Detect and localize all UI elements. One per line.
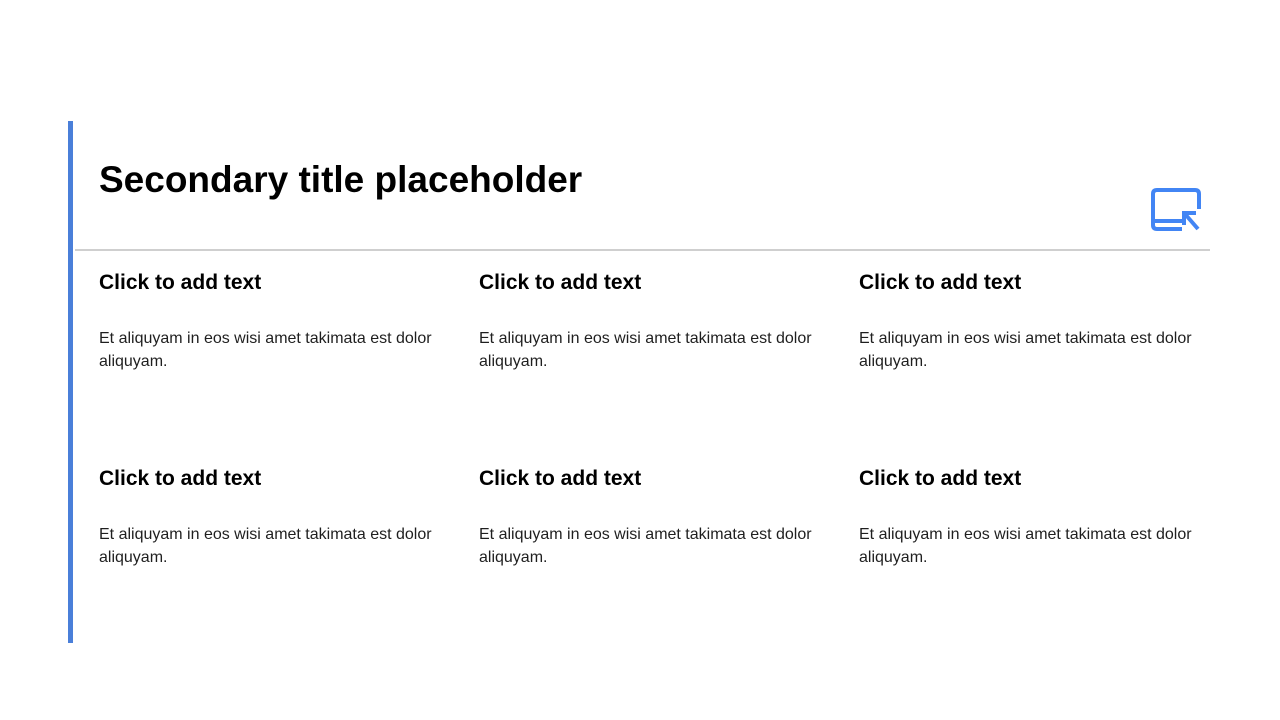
placeholder-heading: Click to add text [859,271,1022,294]
placeholder-body: Et aliquyam in eos wisi amet takimata est dolor aliquyam. [99,330,432,370]
title-divider [75,249,1210,251]
slide-title-placeholder[interactable]: Secondary title placeholder [99,159,583,200]
text-placeholder-3[interactable] [859,270,1209,466]
placeholder-body: Et aliquyam in eos wisi amet takimata est dolor aliquyam. [859,526,1192,566]
text-placeholder-6[interactable] [859,466,1209,569]
text-placeholder-1[interactable] [99,270,449,466]
placeholder-heading: Click to add text [479,271,642,294]
placeholder-body: Et aliquyam in eos wisi amet takimata est dolor aliquyam. [479,330,812,370]
accent-bar [68,121,73,643]
screen-arrow-icon [1148,184,1206,236]
placeholder-heading: Click to add text [99,467,262,490]
text-placeholder-4[interactable] [99,466,449,569]
placeholder-heading: Click to add text [99,271,262,294]
text-placeholder-5[interactable] [479,466,829,569]
placeholder-body: Et aliquyam in eos wisi amet takimata est dolor aliquyam. [859,330,1192,370]
content-placeholder-grid [99,270,1209,569]
placeholder-body: Et aliquyam in eos wisi amet takimata est dolor aliquyam. [479,526,812,566]
placeholder-heading: Click to add text [479,467,642,490]
text-placeholder-2[interactable] [479,270,829,466]
placeholder-body: Et aliquyam in eos wisi amet takimata est dolor aliquyam. [99,526,432,566]
placeholder-heading: Click to add text [859,467,1022,490]
